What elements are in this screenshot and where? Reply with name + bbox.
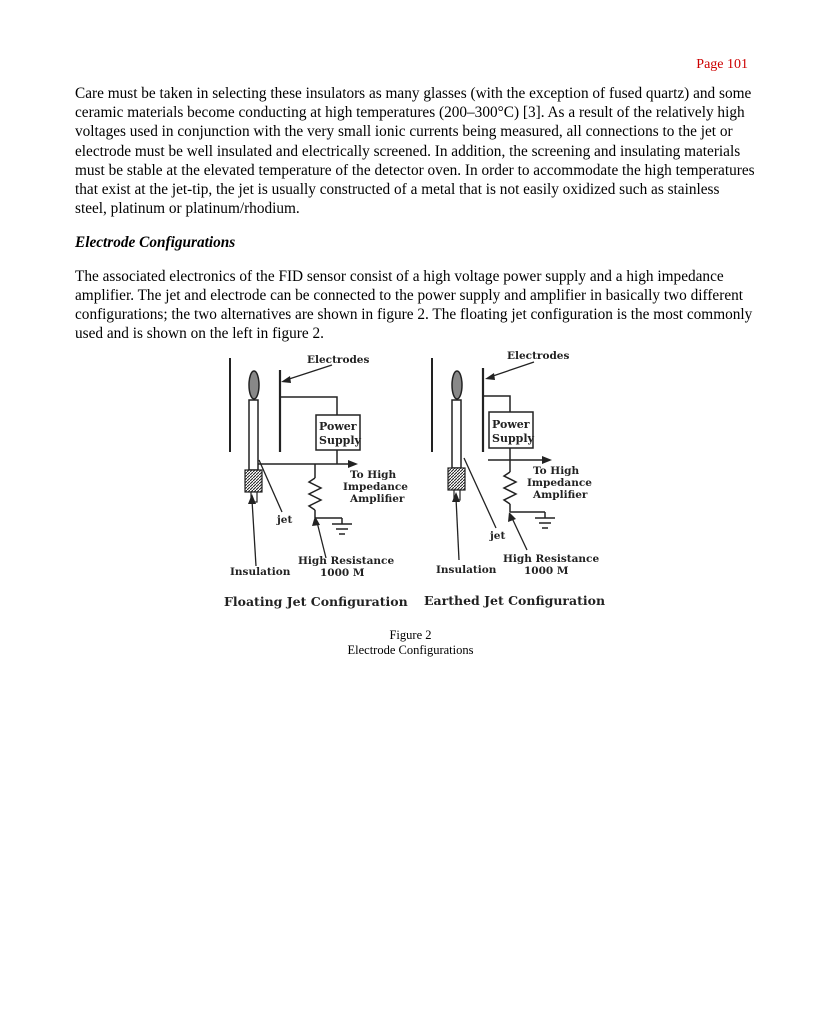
label-high-resistance: High Resistance [503,553,600,565]
label-insulation: Insulation [230,566,291,578]
label-amplifier: Amplifier [350,493,405,505]
arrow-icon [542,456,552,464]
resistor-icon [309,478,321,510]
label-jet: jet [490,530,506,542]
label-power: Power [319,420,357,433]
caption-figure-title: Electrode Configurations [347,643,474,657]
title-earthed-jet: Earthed Jet Configuration [424,593,606,608]
label-supply: Supply [492,432,534,445]
label-amplifier: Amplifier [533,489,588,501]
page-number: Page 101 [696,57,748,72]
label-to-high: To High [533,465,580,477]
label-impedance: Impedance [343,481,408,493]
section-heading: Electrode Configurations [75,234,236,252]
insulation-block [448,468,465,490]
arrow-icon [281,376,291,383]
flame-icon [249,371,259,399]
paragraph-electronics: The associated electronics of the FID sensor consist of a high voltage power supply and a high impedance amplifier. The jet and electrode can be connected to the power supply and amplifier in basically two different configurations; the two alternatives are shown in figure 2. The floating jet configuration is the most commonly used and is shown on the left in figure 2. [75,267,753,343]
insulation-block [245,470,262,492]
paragraph-insulators: Care must be taken in selecting these insulators as many glasses (with the exception of fused quartz) and some ceramic materials become conducting at high temperatures (200–300°C) [3]. As a result of the relatively high voltages used in conjunction with the very small ionic currents being measured, all connections to the jet or electrode must be well insulated and electrically screened. In addition, the screening and insulating materials must be stable at the elevated temperature of the detector oven. In order to accommodate the high temperatures that exist at the jet-tip, the jet is usually constructed of a metal that is not easily oxidized such as stainless steel, platinum or platinum/rhodium. [75,85,755,218]
label-supply: Supply [319,434,361,447]
ground-icon [535,512,555,528]
flame-icon [452,371,462,399]
earthed-jet-diagram [424,350,605,608]
label-resistance-value: 1000 M [320,567,365,579]
label-insulation: Insulation [436,564,497,576]
title-floating-jet: Floating Jet Configuration [224,594,408,609]
figure-electrode-configurations [220,340,610,620]
label-electrodes: Electrodes [507,350,570,362]
ground-icon [332,518,352,534]
body-text [75,84,755,343]
label-impedance: Impedance [527,477,592,489]
label-resistance-value: 1000 M [524,565,569,577]
caption-figure-number: Figure 2 [389,628,432,642]
floating-jet-diagram [224,354,408,609]
label-to-high: To High [350,469,397,481]
label-high-resistance: High Resistance [298,555,395,567]
label-electrodes: Electrodes [307,354,370,366]
arrow-icon [348,460,358,468]
arrow-icon [508,512,516,522]
label-jet: jet [277,514,293,526]
label-power: Power [492,418,530,431]
figure-caption [0,628,821,658]
resistor-icon [504,472,516,504]
arrow-icon [485,373,495,380]
